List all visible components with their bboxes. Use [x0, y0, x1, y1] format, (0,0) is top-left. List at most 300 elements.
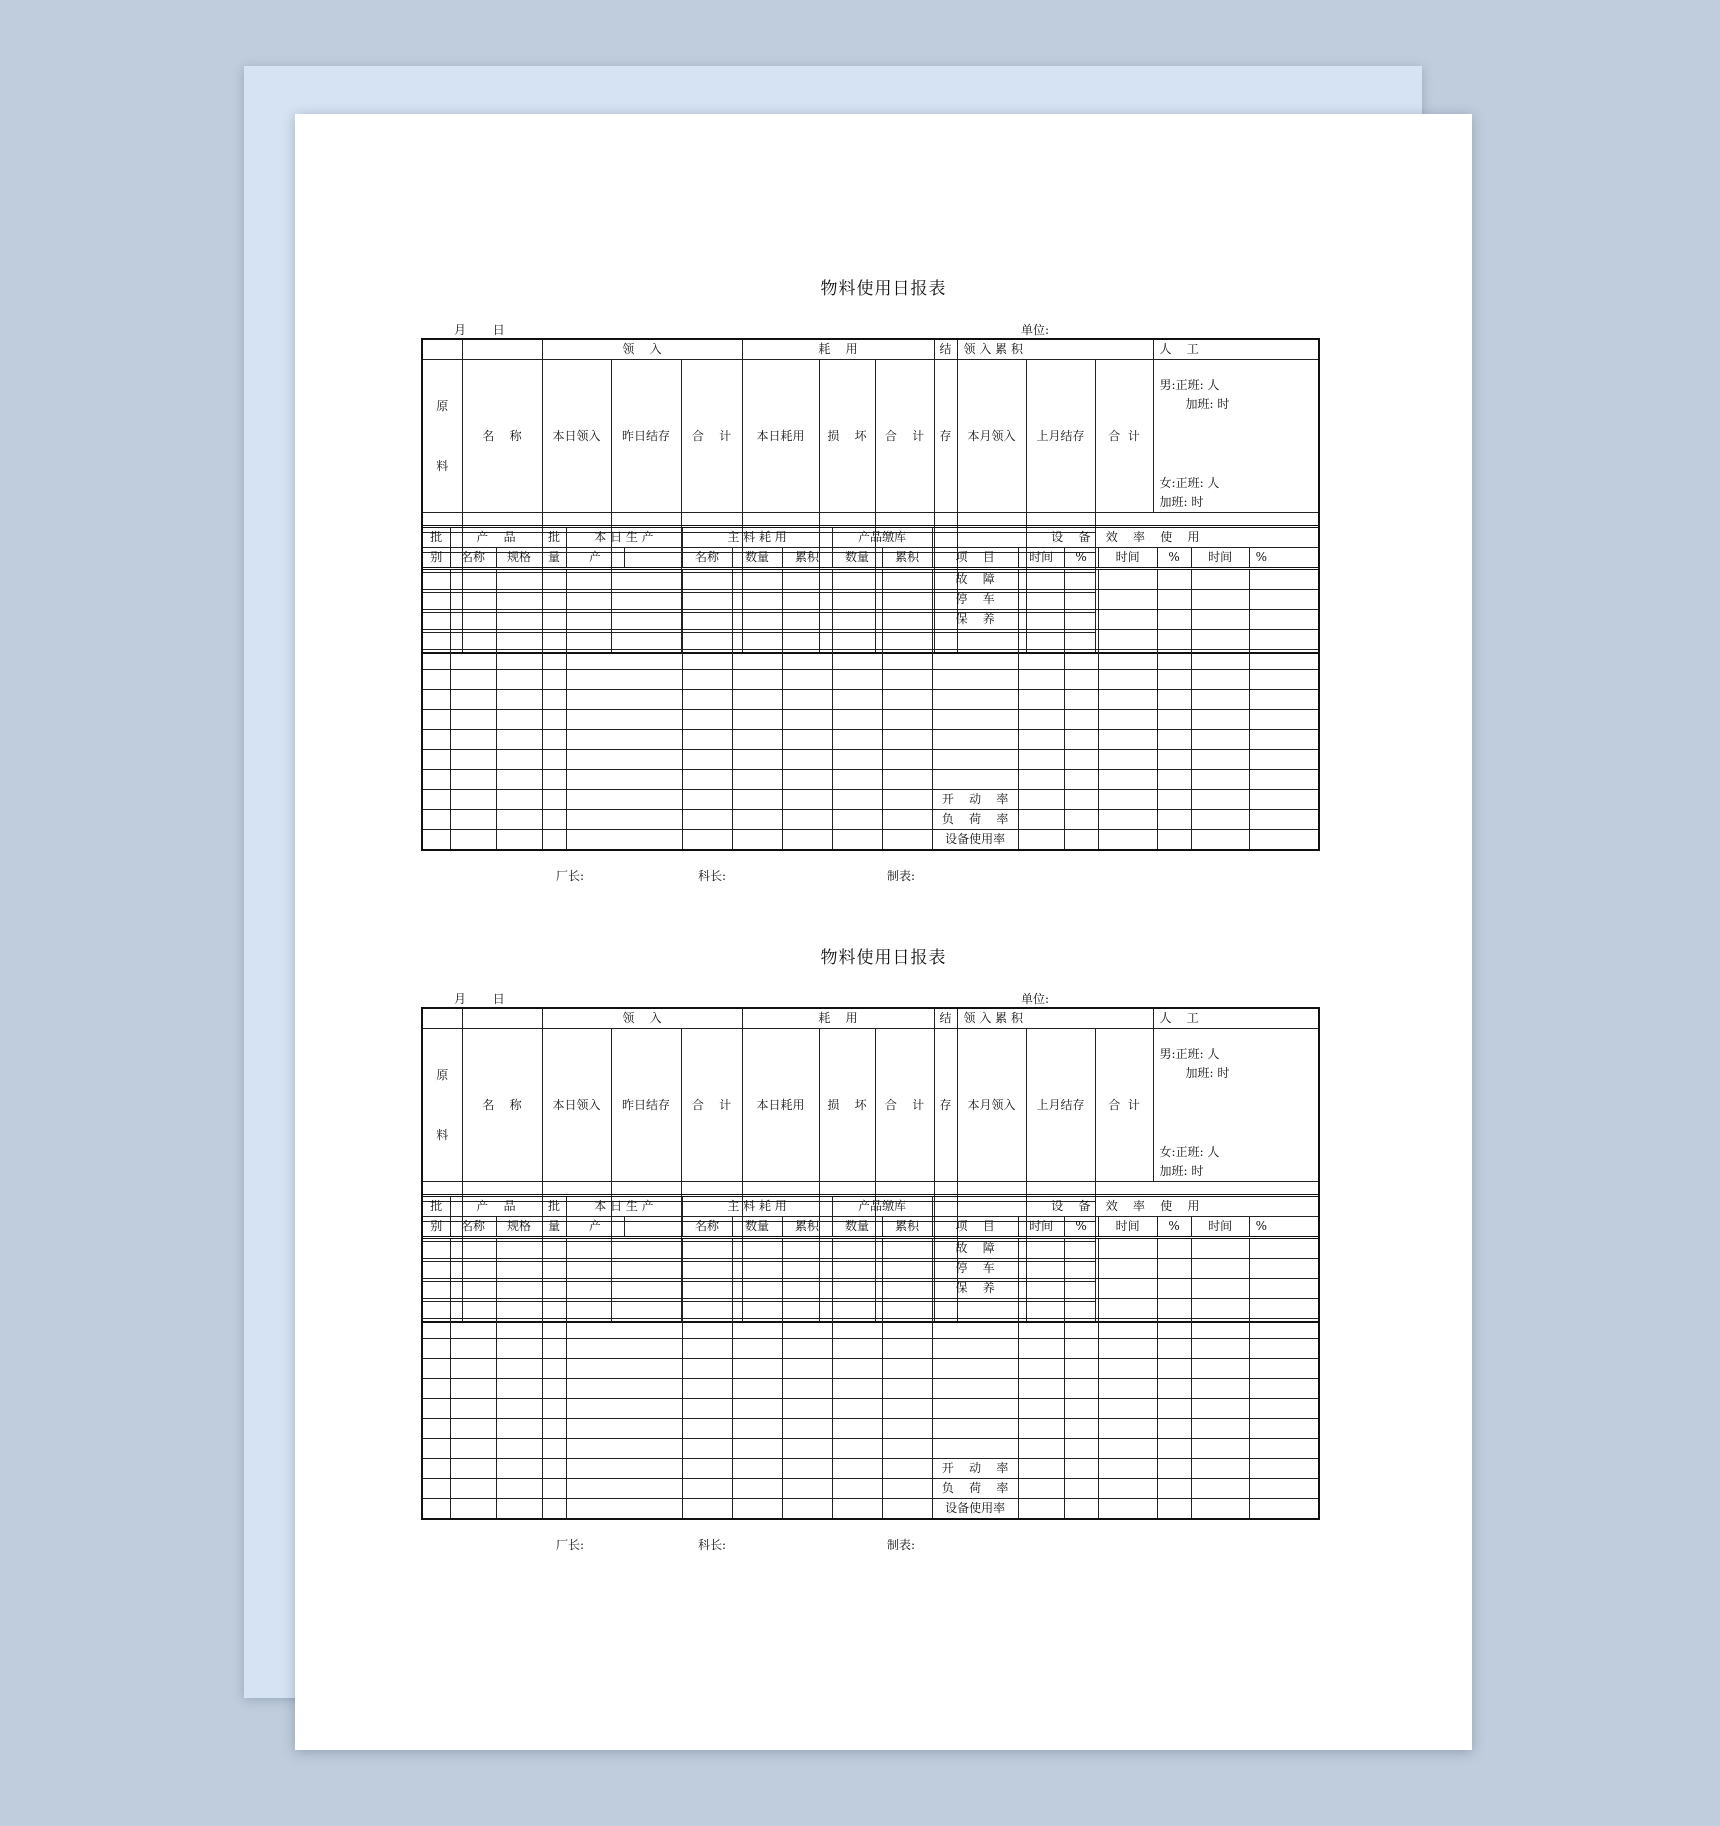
- col-balance: 存: [934, 360, 957, 513]
- production-cell: [882, 590, 932, 610]
- production-cell: [496, 1399, 542, 1419]
- production-cell: [682, 670, 732, 690]
- production-cell: [1249, 1499, 1319, 1520]
- production-cell: [1064, 1238, 1098, 1259]
- today-production-header: 本 日 生 产: [566, 527, 682, 548]
- production-row: [422, 1238, 1319, 1259]
- production-cell: [566, 569, 682, 590]
- production-cell: [932, 1299, 1018, 1319]
- production-cell: [1191, 1419, 1249, 1439]
- production-cell: [682, 690, 732, 710]
- production-cell: [496, 590, 542, 610]
- production-cell: [422, 1499, 450, 1520]
- material-report-form-1: [295, 114, 1472, 883]
- date-label: 月 日: [454, 323, 505, 337]
- production-cell: [496, 1419, 542, 1439]
- production-cell: [1098, 1419, 1157, 1439]
- production-cell: [682, 1439, 732, 1459]
- production-cell: [932, 670, 1018, 690]
- col-total-2: 合 计: [875, 1029, 934, 1182]
- production-cell: [542, 569, 566, 590]
- production-cell: [832, 1279, 882, 1299]
- production-cell: [1064, 1259, 1098, 1279]
- production-cell: [1018, 1319, 1064, 1339]
- production-cell: [1018, 670, 1064, 690]
- production-cell: [1018, 569, 1064, 590]
- production-cell: [732, 1279, 782, 1299]
- production-cell: [1018, 690, 1064, 710]
- equipment-item-label: 停 车: [932, 1259, 1018, 1279]
- production-cell: [882, 630, 932, 650]
- production-cell: [566, 1319, 682, 1339]
- production-cell: [1157, 610, 1191, 630]
- production-cell: [1064, 690, 1098, 710]
- production-cell: [832, 670, 882, 690]
- unit-label: 单位:: [1021, 992, 1050, 1006]
- labour-cell: [1153, 1029, 1319, 1182]
- production-cell: [732, 569, 782, 590]
- production-cell: [450, 590, 496, 610]
- production-cell: [732, 610, 782, 630]
- production-cell: [682, 1459, 732, 1479]
- production-cell: [496, 750, 542, 770]
- consumed-header: 耗 用: [742, 339, 934, 360]
- col-material-cum: 累积: [782, 1217, 832, 1238]
- male-overtime: 加班: 时: [1185, 1066, 1230, 1080]
- production-cell: [932, 1339, 1018, 1359]
- production-cell: [782, 690, 832, 710]
- col-total: 合 计: [681, 1029, 742, 1182]
- production-cell: [566, 710, 682, 730]
- factory-director-label: 厂长:: [556, 869, 585, 883]
- today-production-header: 本 日 生 产: [566, 1196, 682, 1217]
- production-cell: [832, 1459, 882, 1479]
- production-cell: [1249, 1419, 1319, 1439]
- production-cell: [882, 730, 932, 750]
- production-cell: [496, 1499, 542, 1520]
- production-cell: [1018, 610, 1064, 630]
- production-cell: [1064, 590, 1098, 610]
- production-cell: [932, 1319, 1018, 1339]
- production-cell: [1157, 1259, 1191, 1279]
- production-cell: [682, 630, 732, 650]
- production-row: [422, 1479, 1319, 1499]
- col-month-received: 本月领入: [957, 360, 1026, 513]
- production-cell: [782, 710, 832, 730]
- production-cell: [1157, 690, 1191, 710]
- production-cell: [1098, 1319, 1157, 1339]
- production-cell: [1018, 750, 1064, 770]
- production-cell: [1191, 730, 1249, 750]
- col-today-consumed: 本日耗用: [742, 1029, 819, 1182]
- production-cell: [882, 1359, 932, 1379]
- production-cell: [1191, 1399, 1249, 1419]
- production-cell: [832, 1259, 882, 1279]
- production-cell: [682, 650, 732, 670]
- production-cell: [832, 1359, 882, 1379]
- production-cell: [450, 670, 496, 690]
- production-cell: [732, 1359, 782, 1379]
- cumulative-header: 领 入 累 积: [957, 339, 1153, 360]
- production-cell: [782, 1399, 832, 1419]
- production-cell: [882, 650, 932, 670]
- production-cell: [1064, 1359, 1098, 1379]
- production-cell: [782, 569, 832, 590]
- equipment-item-label: 故 障: [932, 1238, 1018, 1259]
- col-total-3: 合 计: [1095, 1029, 1153, 1182]
- product-header: 产 品: [450, 527, 542, 548]
- production-cell: [1018, 710, 1064, 730]
- production-cell: [542, 750, 566, 770]
- production-cell: [1064, 1379, 1098, 1399]
- production-cell: [566, 650, 682, 670]
- col-material-qty: 数量: [732, 548, 782, 569]
- production-cell: [450, 1419, 496, 1439]
- production-cell: [422, 1479, 450, 1499]
- col-output: 产: [566, 548, 624, 569]
- production-cell: [732, 1339, 782, 1359]
- production-cell: [682, 1479, 732, 1499]
- col-material-cum: 累积: [782, 548, 832, 569]
- production-cell: [782, 1279, 832, 1299]
- production-row: [422, 1439, 1319, 1459]
- production-cell: [682, 590, 732, 610]
- production-cell: [782, 1459, 832, 1479]
- production-cell: [1191, 1259, 1249, 1279]
- production-cell: [1249, 590, 1319, 610]
- col-pct-3: %: [1249, 548, 1319, 569]
- production-cell: [566, 750, 682, 770]
- production-cell: [932, 1419, 1018, 1439]
- production-cell: [1064, 1279, 1098, 1299]
- production-cell: [450, 1499, 496, 1520]
- production-cell: [682, 1299, 732, 1319]
- production-cell: [1018, 1499, 1064, 1520]
- production-row: [422, 1419, 1319, 1439]
- male-regular: 男:正班: 人: [1159, 1047, 1220, 1061]
- production-cell: [782, 590, 832, 610]
- col-time-3: 时间: [1191, 548, 1249, 569]
- production-cell: [1191, 630, 1249, 650]
- production-cell: [832, 690, 882, 710]
- production-cell: [882, 1399, 932, 1419]
- production-cell: [832, 569, 882, 590]
- production-cell: [1098, 1379, 1157, 1399]
- production-cell: [732, 630, 782, 650]
- production-cell: [542, 1299, 566, 1319]
- production-cell: [422, 569, 450, 590]
- production-cell: [682, 569, 732, 590]
- production-cell: [496, 1359, 542, 1379]
- production-row: [422, 1399, 1319, 1419]
- production-cell: [1249, 569, 1319, 590]
- production-cell: [1157, 1499, 1191, 1520]
- production-cell: [882, 1259, 932, 1279]
- production-cell: [450, 1238, 496, 1259]
- equipment-item-label: 保 养: [932, 1279, 1018, 1299]
- production-cell: [422, 670, 450, 690]
- production-cell: [566, 1399, 682, 1419]
- production-cell: [732, 650, 782, 670]
- col-last-month-balance: 上月结存: [1026, 1029, 1095, 1182]
- production-cell: [1064, 1339, 1098, 1359]
- production-cell: [496, 1459, 542, 1479]
- equipment-item-label: 开 动 率: [932, 1459, 1018, 1479]
- production-cell: [496, 1238, 542, 1259]
- production-cell: [422, 750, 450, 770]
- production-cell: [496, 730, 542, 750]
- raw-label-2: 料: [436, 1128, 449, 1142]
- production-cell: [782, 1439, 832, 1459]
- production-cell: [542, 710, 566, 730]
- production-cell: [832, 1479, 882, 1499]
- production-cell: [782, 1479, 832, 1499]
- production-cell: [1098, 610, 1157, 630]
- col-material-name: 名称: [682, 548, 732, 569]
- male-overtime: 加班: 时: [1185, 397, 1230, 411]
- col-pct-1: %: [1064, 1217, 1098, 1238]
- production-row: [422, 1379, 1319, 1399]
- production-cell: [1064, 1419, 1098, 1439]
- production-cell: [1191, 690, 1249, 710]
- production-cell: [682, 1279, 732, 1299]
- production-cell: [566, 1359, 682, 1379]
- equipment-item-label: 设备使用率: [932, 830, 1018, 851]
- production-cell: [450, 1459, 496, 1479]
- main-material-header: 主 料 耗 用: [682, 1196, 832, 1217]
- production-cell: [450, 710, 496, 730]
- production-cell: [932, 690, 1018, 710]
- production-cell: [1157, 1479, 1191, 1499]
- production-cell: [422, 1279, 450, 1299]
- col-spec: 规格: [496, 548, 542, 569]
- production-cell: [732, 1238, 782, 1259]
- production-cell: [1249, 1379, 1319, 1399]
- col-time-1: 时间: [1018, 548, 1064, 569]
- production-cell: [1018, 1359, 1064, 1379]
- production-cell: [832, 1238, 882, 1259]
- production-cell: [1249, 1279, 1319, 1299]
- production-cell: [1018, 1479, 1064, 1499]
- main-material-header: 主 料 耗 用: [682, 527, 832, 548]
- production-cell: [882, 1299, 932, 1319]
- production-cell: [1064, 1399, 1098, 1419]
- col-time-2: 时间: [1098, 548, 1157, 569]
- production-cell: [1191, 1359, 1249, 1379]
- production-cell: [422, 650, 450, 670]
- production-cell: [1157, 1459, 1191, 1479]
- production-cell: [566, 630, 682, 650]
- production-cell: [566, 1259, 682, 1279]
- production-row: [422, 630, 1319, 650]
- col-damaged: 损 坏: [819, 360, 875, 513]
- production-cell: [1098, 1499, 1157, 1520]
- female-regular: 女:正班: 人: [1159, 476, 1220, 490]
- production-cell: [782, 670, 832, 690]
- production-cell: [1157, 569, 1191, 590]
- production-cell: [1018, 1238, 1064, 1259]
- production-cell: [1018, 590, 1064, 610]
- production-cell: [1249, 1238, 1319, 1259]
- production-cell: [496, 1439, 542, 1459]
- production-cell: [450, 1259, 496, 1279]
- production-row: [422, 610, 1319, 630]
- production-cell: [882, 1379, 932, 1399]
- production-cell: [422, 730, 450, 750]
- production-cell: [1098, 1459, 1157, 1479]
- production-cell: [1157, 1379, 1191, 1399]
- production-cell: [882, 1459, 932, 1479]
- form-title: 物料使用日报表: [820, 279, 947, 299]
- production-cell: [566, 730, 682, 750]
- production-cell: [1098, 630, 1157, 650]
- col-total-3: 合 计: [1095, 360, 1153, 513]
- production-cell: [496, 1299, 542, 1319]
- name-header-spacer: [462, 1008, 542, 1029]
- col-spec: 规格: [496, 1217, 542, 1238]
- col-damaged: 损 坏: [819, 1029, 875, 1182]
- production-cell: [422, 1339, 450, 1359]
- production-cell: [1098, 1439, 1157, 1459]
- production-cell: [1098, 569, 1157, 590]
- production-cell: [1157, 750, 1191, 770]
- male-regular: 男:正班: 人: [1159, 378, 1220, 392]
- col-stock-cum: 累积: [882, 548, 932, 569]
- product-stock-header: 产品缴库: [832, 1196, 932, 1217]
- equipment-item-label: 停 车: [932, 590, 1018, 610]
- production-cell: [1098, 1479, 1157, 1499]
- col-yesterday-balance: 昨日结存: [611, 360, 681, 513]
- production-cell: [496, 1339, 542, 1359]
- production-cell: [1249, 1479, 1319, 1499]
- production-cell: [1064, 730, 1098, 750]
- production-cell: [832, 1379, 882, 1399]
- production-cell: [882, 1439, 932, 1459]
- col-stock-qty: 数量: [832, 1217, 882, 1238]
- production-cell: [450, 1319, 496, 1339]
- batch-qty-header-1: 批: [542, 1196, 566, 1217]
- equipment-item-label: 负 荷 率: [932, 810, 1018, 830]
- production-cell: [496, 630, 542, 650]
- production-cell: [682, 1319, 732, 1339]
- production-cell: [1064, 1459, 1098, 1479]
- female-overtime: 加班: 时: [1159, 495, 1204, 509]
- production-cell: [542, 1499, 566, 1520]
- production-cell: [422, 1299, 450, 1319]
- production-cell: [1098, 1259, 1157, 1279]
- production-cell: [832, 610, 882, 630]
- production-cell: [1018, 1259, 1064, 1279]
- production-cell: [782, 1419, 832, 1439]
- production-cell: [542, 1399, 566, 1419]
- production-cell: [450, 750, 496, 770]
- production-cell: [832, 730, 882, 750]
- col-month-received: 本月领入: [957, 1029, 1026, 1182]
- labour-cell: [1153, 360, 1319, 513]
- col-today-received: 本日领入: [542, 360, 611, 513]
- female-overtime: 加班: 时: [1159, 1164, 1204, 1178]
- equipment-item-label: 负 荷 率: [932, 1479, 1018, 1499]
- col-name: 名 称: [462, 360, 542, 513]
- production-cell: [422, 630, 450, 650]
- batch-header-2: 别: [422, 1217, 450, 1238]
- production-cell: [932, 710, 1018, 730]
- production-cell: [422, 1419, 450, 1439]
- production-cell: [882, 1238, 932, 1259]
- col-stock-qty: 数量: [832, 548, 882, 569]
- production-cell: [1191, 1238, 1249, 1259]
- col-balance: 存: [934, 1029, 957, 1182]
- production-cell: [682, 1259, 732, 1279]
- production-cell: [882, 1319, 932, 1339]
- form-title: 物料使用日报表: [820, 948, 947, 968]
- production-cell: [542, 670, 566, 690]
- production-cell: [1157, 1359, 1191, 1379]
- production-cell: [932, 750, 1018, 770]
- production-cell: [732, 1439, 782, 1459]
- col-total-2: 合 计: [875, 360, 934, 513]
- production-row: [422, 710, 1319, 730]
- production-cell: [422, 1439, 450, 1459]
- production-cell: [732, 670, 782, 690]
- production-cell: [1157, 1238, 1191, 1259]
- production-cell: [882, 670, 932, 690]
- production-cell: [1018, 1299, 1064, 1319]
- production-cell: [1249, 1359, 1319, 1379]
- production-cell: [782, 1319, 832, 1339]
- production-cell: [496, 1319, 542, 1339]
- col-product-name: 名称: [450, 548, 496, 569]
- production-cell: [566, 1339, 682, 1359]
- production-cell: [1098, 590, 1157, 610]
- col-pct-2: %: [1157, 548, 1191, 569]
- production-cell: [542, 590, 566, 610]
- production-cell: [732, 1499, 782, 1520]
- production-cell: [882, 1339, 932, 1359]
- production-cell: [496, 1379, 542, 1399]
- equipment-item-label: 故 障: [932, 569, 1018, 590]
- production-cell: [782, 630, 832, 650]
- production-cell: [832, 1319, 882, 1339]
- production-row: [422, 569, 1319, 590]
- col-product-name: 名称: [450, 1217, 496, 1238]
- production-cell: [732, 730, 782, 750]
- production-row: [422, 750, 1319, 770]
- production-cell: [566, 1479, 682, 1499]
- production-cell: [450, 730, 496, 750]
- production-cell: [566, 1419, 682, 1439]
- production-cell: [450, 610, 496, 630]
- production-cell: [542, 650, 566, 670]
- material-report-form-2: [295, 783, 1472, 1552]
- production-cell: [542, 1339, 566, 1359]
- production-cell: [1191, 1319, 1249, 1339]
- production-cell: [682, 610, 732, 630]
- production-cell: [566, 610, 682, 630]
- production-cell: [450, 1279, 496, 1299]
- production-cell: [1064, 1499, 1098, 1520]
- production-cell: [882, 1419, 932, 1439]
- equipment-efficiency-header: 设 备 效 率 使 用: [932, 1196, 1319, 1217]
- production-cell: [932, 1399, 1018, 1419]
- production-cell: [1064, 650, 1098, 670]
- production-cell: [1249, 650, 1319, 670]
- raw-label-1: 原: [436, 1068, 449, 1082]
- production-cell: [542, 690, 566, 710]
- production-table: [421, 1194, 1320, 1520]
- prepared-by-label: 制表:: [887, 1538, 916, 1552]
- production-cell: [1157, 730, 1191, 750]
